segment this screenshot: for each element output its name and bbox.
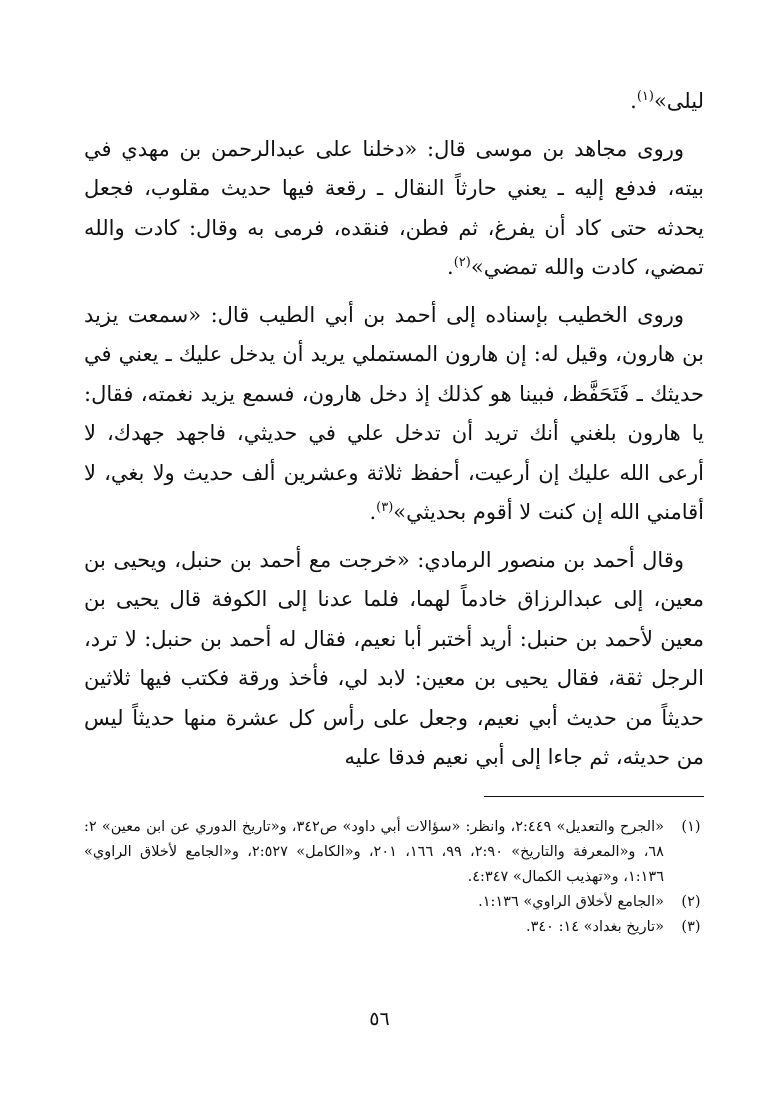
footnote-number: (٢) [681,893,701,910]
paragraph-1 [84,82,704,122]
paragraph-3-text: وروى الخطيب بإسناده إلى أحمد بن أبي الطيب قال: «سمعت يزيد بن هارون، وقيل له: إن هارون المستملي يريد أن يدخل عليك ـ يعني في حديثك ـ فَتَحَفَّظ، فبينا هو كذلك إذ دخل هارون، فسمع يزيد نغمته، فقال: يا هارون بلغني أنك تريد أن تدخل علي في حديثي، فاجهد جهدك، لا أرعى الله عليك إن أرعيت، أحفظ ثلاثة وعشرين ألف حديث ولا بغي، لا أقامني الله إن كنت لا أقوم بحديثي» [84,302,704,524]
footnote-3 [84,915,704,940]
footnote-ref-3: (٣) [376,500,394,515]
paragraph-4 [84,541,704,778]
footnote-text: «الجرح والتعديل» ٢:٤٤٩، وانظر: «سؤالات أبي داود» ص٣٤٢، و«تاريخ الدوري عن ابن معين» ٢: ٦٨، و«المعرفة والتاريخ» ٢:٩٠، ٩٩، ١٦٦، ٢٠١، و«الكامل» ٢:٥٢٧، و«الجامع لأخلاق الراوي» ١:١٣٦، و«تهذيب الكمال» ٤:٣٤٧. [84,818,665,885]
page-content [84,82,704,940]
paragraph-2-text: وروى مجاهد بن موسى قال: «دخلنا على عبدالرحمن بن مهدي في بيته، فدفع إليه ـ يعني حارثاً النقال ـ رقعة فيها حديث مقلوب، فجعل يحدثه حتى كاد أن يفرغ، ثم فطن، فنقده، فرمى به وقال: كادت والله تمضي، كادت والله تمضي» [84,136,704,279]
paragraph-1-text: ليلى» [653,89,704,113]
footnote-2 [84,890,704,915]
paragraph-3 [84,296,704,533]
footnote-text: «تاريخ بغداد» ١٤: ٣٤٠. [525,918,664,935]
paragraph-3-tail: . [369,500,377,524]
paragraph-2-tail: . [447,255,454,279]
footnote-1 [84,815,704,890]
footnote-separator [484,796,704,797]
paragraph-1-tail: . [630,89,637,113]
footnote-number: (١) [681,818,701,835]
footnotes [84,815,704,940]
footnote-ref-1: (١) [636,89,654,104]
footnote-text: «الجامع لأخلاق الراوي» ١:١٣٦. [478,893,664,910]
paragraph-4-text: وقال أحمد بن منصور الرمادي: «خرجت مع أحمد بن حنبل، ويحيى بن معين، إلى عبدالرزاق خادماً لهما، فلما عدنا إلى الكوفة قال يحيى بن معين لأحمد بن حنبل: أريد أختبر أبا نعيم، فقال له أحمد بن حنبل: لا ترد، الرجل ثقة، فقال يحيى بن معين: لابد لي، فأخذ ورقة فكتب فيها ثلاثين حديثاً من حديث أبي نعيم، وجعل على رأس كل عشرة منها حديثاً ليس من حديثه، ثم جاءا إلى أبي نعيم فدقا عليه [84,547,704,769]
page-number: ٥٦ [369,1008,390,1030]
paragraph-2 [84,130,704,288]
main-text [84,82,704,778]
footnote-number: (٣) [681,918,701,935]
footnote-ref-2: (٢) [453,255,471,270]
